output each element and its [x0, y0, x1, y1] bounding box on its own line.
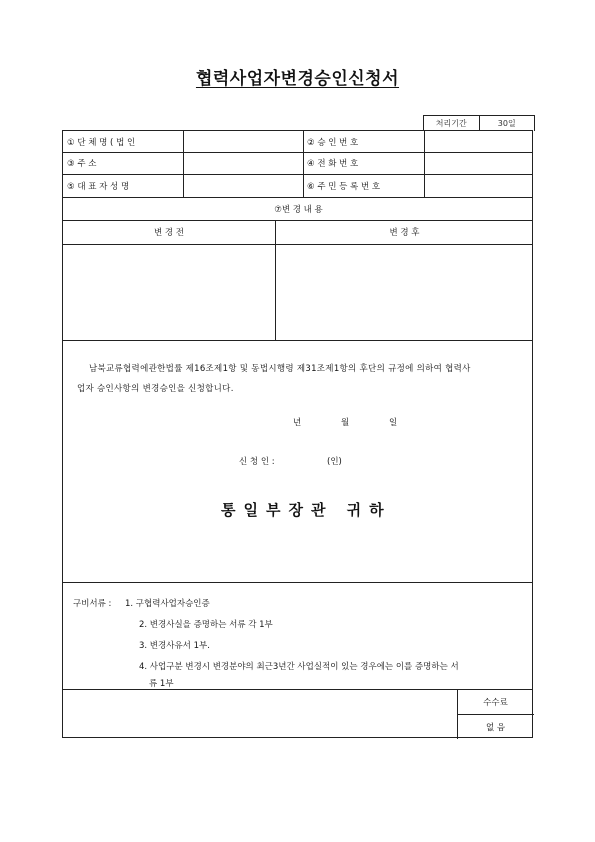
- seal-mark: (인): [327, 457, 342, 467]
- processing-period-value: 30일: [497, 119, 516, 128]
- label-organization-name: ① 단 체 명 ( 법 인: [67, 137, 136, 148]
- before-change-header: 변 경 전: [153, 228, 185, 238]
- documents-list: [125, 594, 525, 695]
- after-change-header: 변 경 후: [389, 228, 420, 238]
- label-address: ③ 주 소: [67, 159, 97, 169]
- input-address[interactable]: [183, 152, 303, 174]
- processing-period-label: 처리기간: [424, 116, 480, 131]
- input-resident-number[interactable]: [424, 174, 534, 197]
- label-phone-number: ④ 전 화 번 호: [307, 159, 359, 169]
- date-year: 년: [293, 418, 302, 428]
- statement-line: 업자 승인사항의 변경승인을 신청합니다.: [77, 384, 234, 394]
- date-month: 월: [341, 418, 350, 428]
- addressee: 통일부장관 귀하: [221, 501, 392, 519]
- after-change-input[interactable]: [275, 244, 534, 340]
- document-item: 1. 구협력사업자승인증: [125, 599, 210, 609]
- fee-value: 없 음: [485, 722, 506, 733]
- input-phone-number[interactable]: [424, 152, 534, 174]
- form-title: 협력사업자변경승인신청서: [195, 69, 400, 89]
- documents-label: 구비서류 :: [73, 599, 112, 609]
- document-item: 2. 변경사실을 증명하는 서류 각 1부: [139, 620, 273, 630]
- document-item: 류 1부: [149, 679, 174, 689]
- processing-period-box: [423, 115, 535, 131]
- before-change-input[interactable]: [63, 244, 275, 340]
- application-form: [62, 130, 533, 738]
- row-divider: [63, 582, 532, 583]
- input-representative-name[interactable]: [183, 174, 303, 197]
- date-day: 일: [389, 418, 398, 428]
- input-organization-name[interactable]: [183, 131, 303, 152]
- statement-text: [77, 359, 518, 399]
- change-section-title: ⑦변 경 내 용: [274, 204, 323, 215]
- label-representative-name: ⑤ 대 표 자 성 명: [67, 181, 130, 192]
- label-approval-number: ② 승 인 번 호: [307, 137, 359, 148]
- label-resident-number: ⑥ 주 민 등 록 번 호: [307, 181, 381, 192]
- input-approval-number[interactable]: [424, 131, 534, 152]
- row-divider: [63, 340, 532, 341]
- applicant-label: 신 청 인 :: [239, 457, 275, 467]
- document-item: 3. 변경사유서 1부.: [139, 641, 210, 651]
- fee-label: 수수료: [483, 697, 508, 708]
- col-divider: [303, 131, 304, 197]
- document-item: 4. 사업구분 변경시 변경분야의 최근3년간 사업실적이 있는 경우에는 이를 증명하는 서: [139, 662, 459, 672]
- statement-line: 남북교류협력에관한법률 제16조제1항 및 동법시행령 제31조제1항의 후단의 규정에 의하여 협력사: [89, 364, 471, 374]
